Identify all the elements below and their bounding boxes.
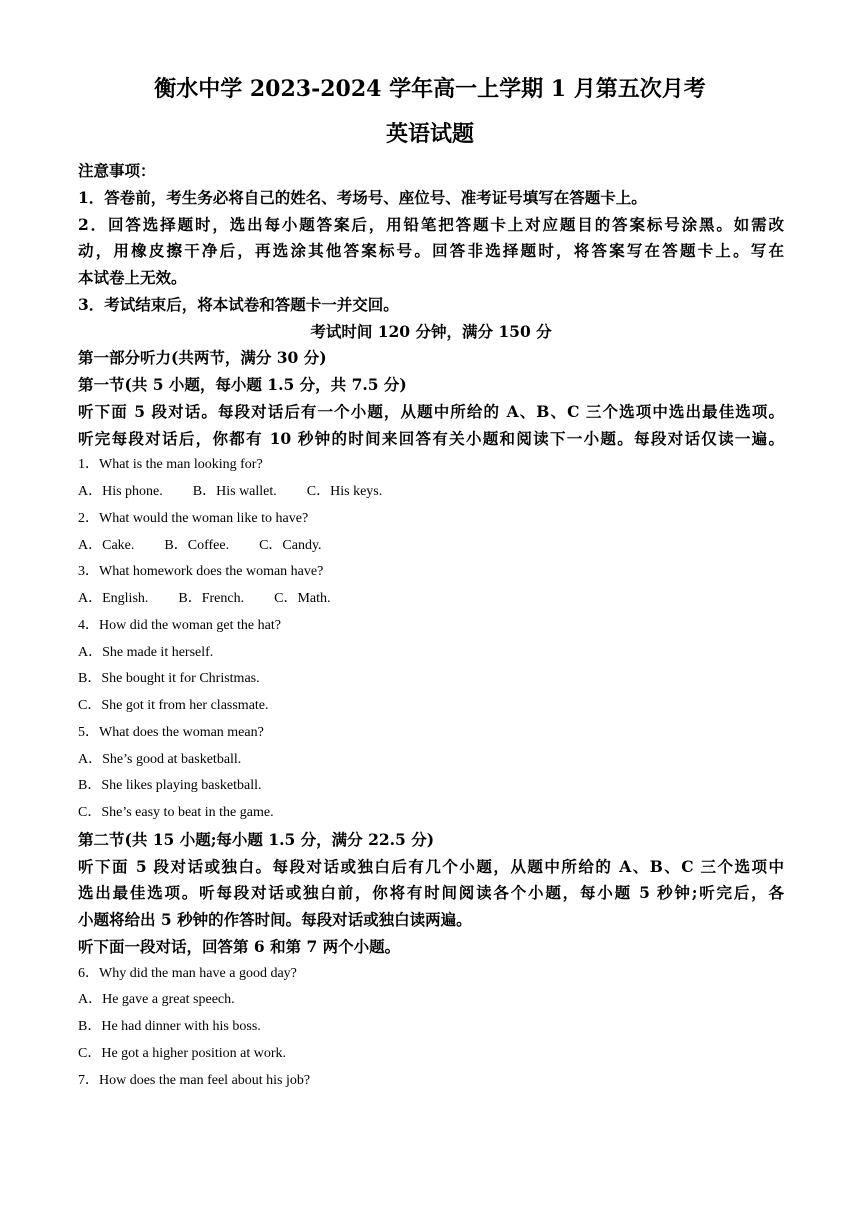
question-4-option-c: C．She got it from her classmate. [78,698,269,713]
question-1-option-c: C．His keys. [306,484,383,499]
note-item-2-line-1: 2．回答选择题时，选出每小题答案后，用铅笔把答题卡上对应题目的答案标号涂黑。如需改 [78,214,784,234]
question-3-option-a: A．English. [78,591,149,606]
question-1-option-b: B．His wallet. [192,484,277,499]
question-5-option-a: A．She’s good at basketball. [78,751,242,767]
section1-heading: 第一节(共 5 小题，每小题 1.5 分，共 7.5 分) [78,375,407,394]
question-5-stem: 5．What does the woman mean? [78,724,264,740]
question-3-option-b: B．French. [178,591,245,606]
question-1-stem: 1．What is the man looking for? [78,457,263,473]
question-2-option-c: C．Candy. [259,537,322,553]
question-6-stem: 6．Why did the man have a good day? [78,965,297,981]
note-item-2-line-3: 本试卷上无效。 [78,268,187,287]
question-2-option-b: B．Coffee. [164,537,230,553]
question-7-stem: 7．How does the man feel about his job? [78,1072,311,1088]
section2-instruction-line-3: 小题将给出 5 秒钟的作答时间。每段对话或独白读两遍。 [78,910,472,929]
question-1-option-a: A．His phone. [78,484,163,499]
note-item-3: 3．考试结束后，将本试卷和答题卡一并交回。 [78,294,399,314]
question-1-options [78,479,784,506]
question-3-options [78,586,784,613]
question-2-stem: 2．What would the woman like to have? [78,510,309,526]
section2-instruction-line-2: 选出最佳选项。听每段对话或独白前，你将有时间阅读各个小题，每小题 5 秒钟;听完后，各 [78,883,784,903]
note-item-2-line-2: 动，用橡皮擦干净后，再选涂其他答案标号。回答非选择题时，将答案写在答题卡上。写在 [78,241,784,261]
section1-instruction-line-2: 听完每段对话后，你都有 10 秒钟的时间来回答有关小题和阅读下一小题。每段对话仅读一遍。 [78,428,784,448]
question-4-option-a: A．She made it herself. [78,644,214,660]
notes-heading: 注意事项： [78,161,156,180]
exam-subtitle: 英语试题 [385,121,474,147]
dialog-intro: 听下面一段对话，回答第 6 和第 7 两个小题。 [78,936,401,956]
question-3-stem: 3．What homework does the woman have? [78,564,324,580]
question-2-option-a: A．Cake. [78,537,135,553]
question-3-option-c: C．Math. [274,591,331,606]
exam-title: 衡水中学 2023-2024 学年高一上学期 1 月第五次月考 [154,76,706,102]
section1-instruction-line-1: 听下面 5 段对话。每段对话后有一个小题，从题中所给的 A、B、C 三个选项中选出最佳选项。 [78,401,784,421]
part1-heading: 第一部分听力(共两节，满分 30 分) [78,348,327,368]
question-4-option-b: B．She bought it for Christmas. [78,671,260,687]
section2-instruction-line-1: 听下面 5 段对话或独白。每段对话或独白后有几个小题，从题中所给的 A、B、C 三个选项中 [78,856,784,876]
question-6-option-a: A．He gave a great speech. [78,992,235,1008]
exam-info: 考试时间 120 分钟，满分 150 分 [310,321,552,341]
question-2-options [78,533,784,560]
exam-content [78,158,784,1094]
question-4-stem: 4．How did the woman get the hat? [78,617,281,633]
question-5-option-b: B．She likes playing basketball. [78,778,262,794]
question-5-option-c: C．She’s easy to beat in the game. [78,805,274,820]
question-6-option-c: C．He got a higher position at work. [78,1045,287,1061]
question-6-option-b: B．He had dinner with his boss. [78,1019,261,1034]
note-item-1: 1．答卷前，考生务必将自己的姓名、考场号、座位号、准考证号填写在答题卡上。 [78,187,647,207]
section2-heading: 第二节(共 15 小题;每小题 1.5 分，满分 22.5 分) [78,829,435,849]
